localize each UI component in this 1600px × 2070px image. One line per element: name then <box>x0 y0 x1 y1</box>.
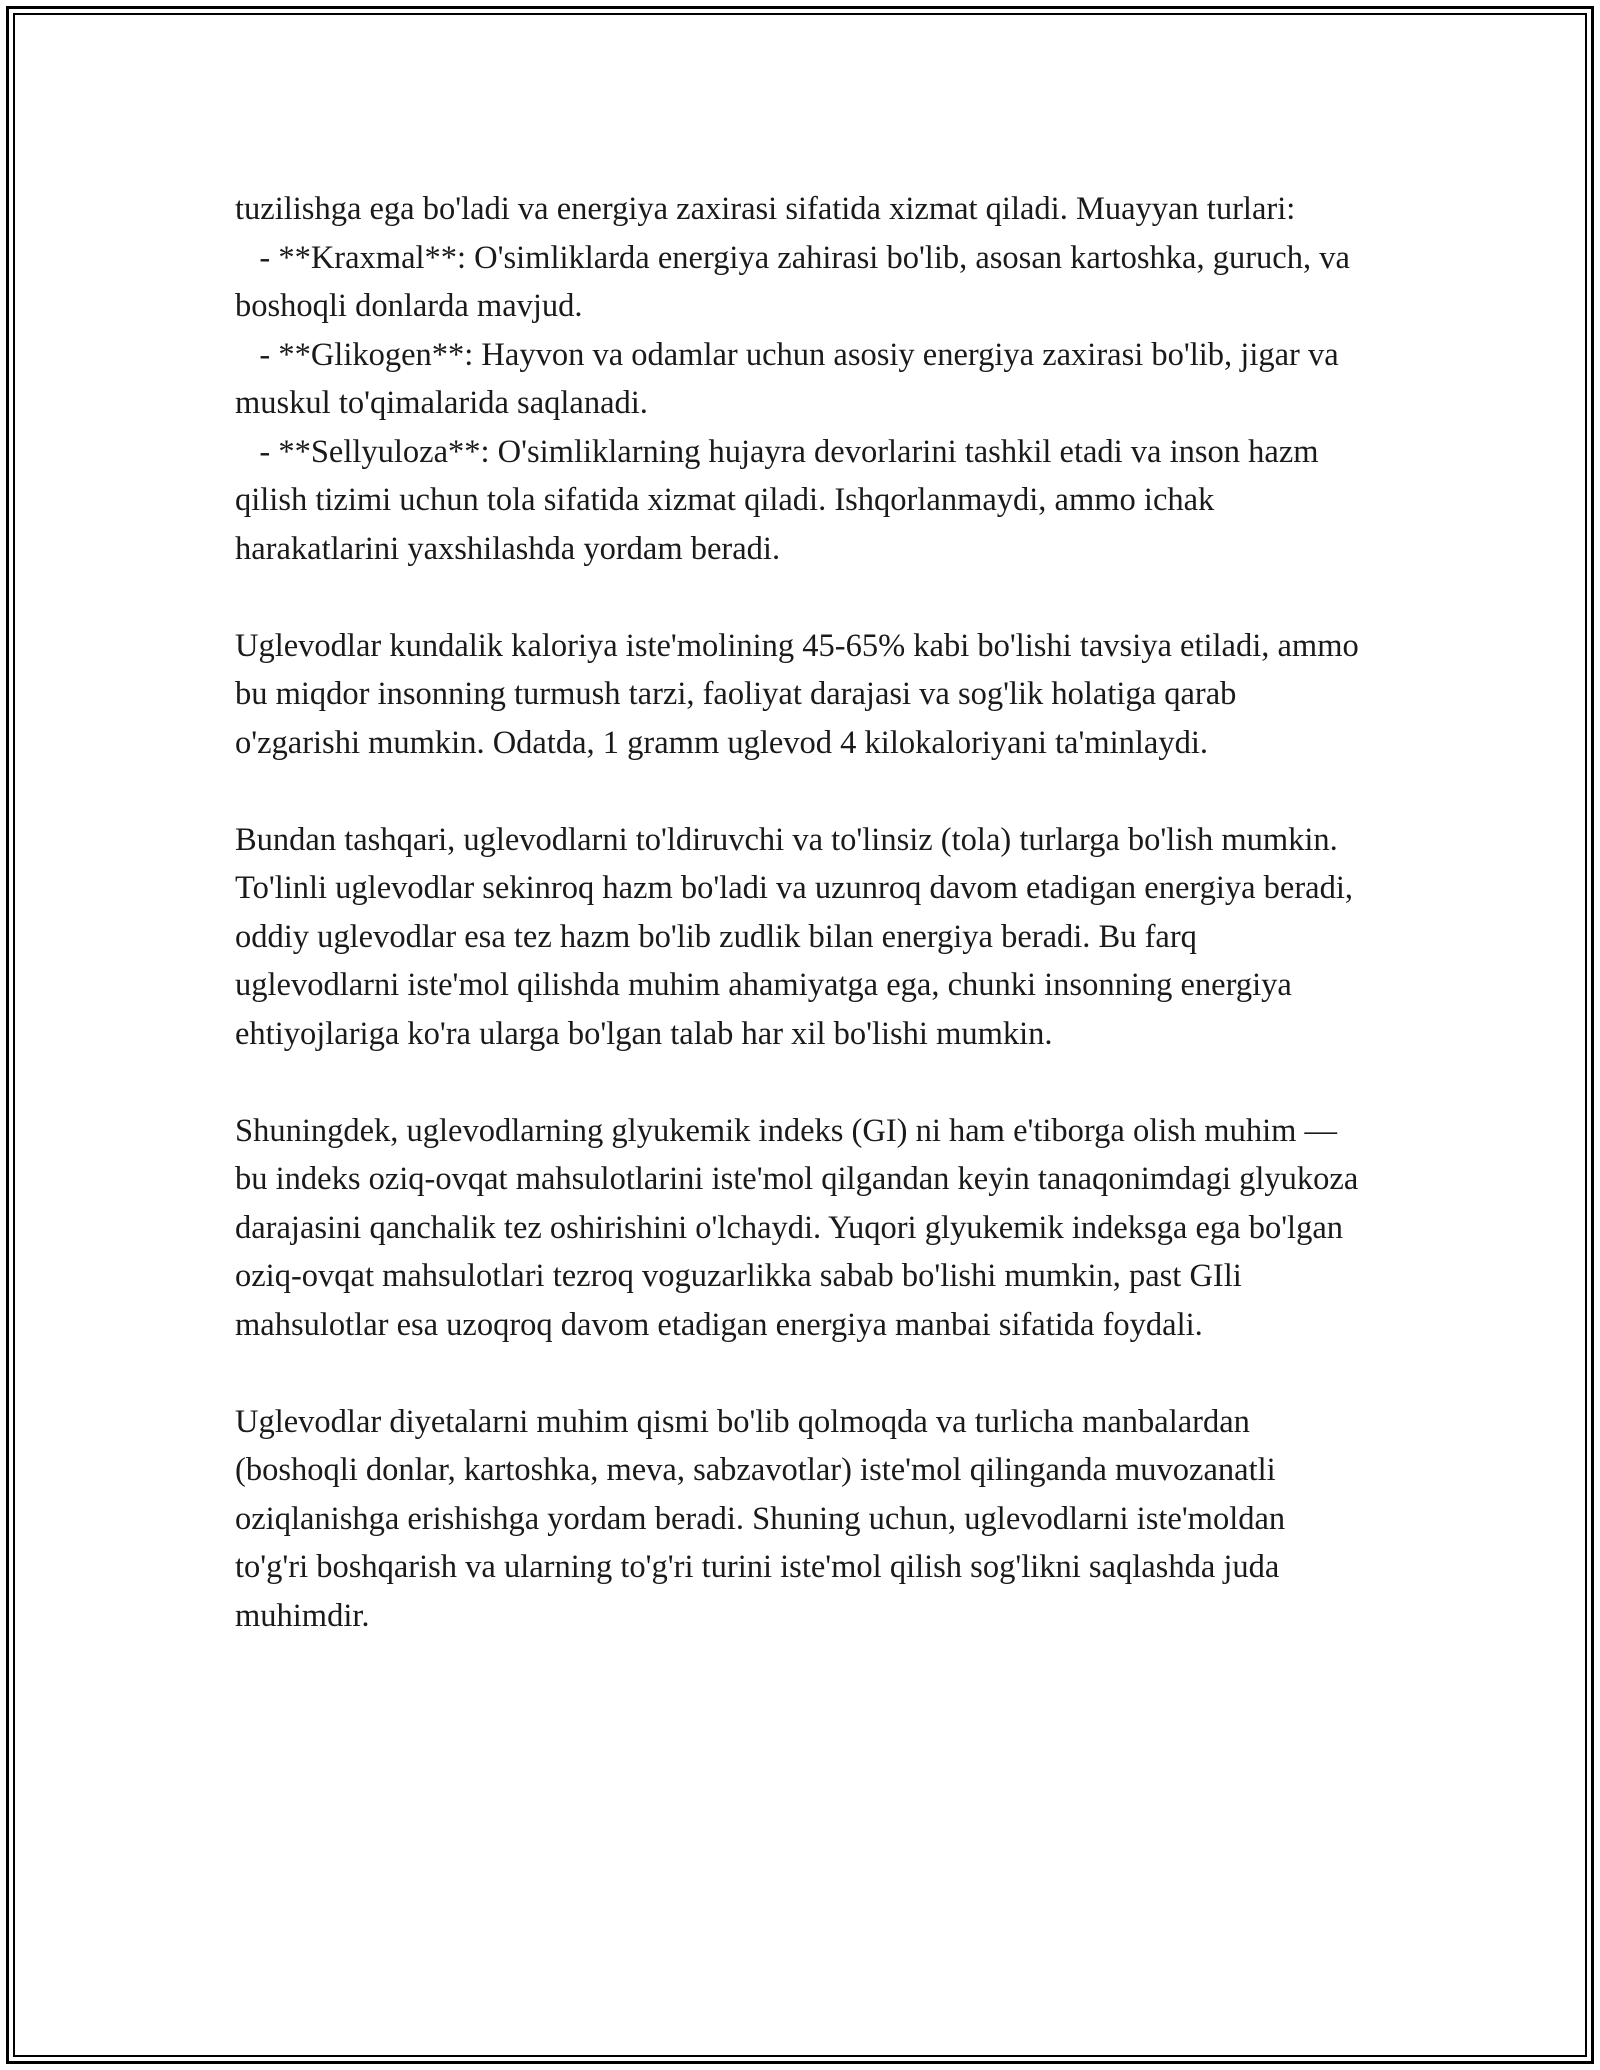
polysaccharide-list <box>235 234 1365 574</box>
list-item-text: - **Glikogen**: Hayvon va odamlar uchun asosiy energiya zaxirasi bo'lib, jigar va muskul to'qimalarida saqlanadi. <box>235 336 1347 421</box>
list-item-kraxmal <box>235 234 1365 331</box>
intro-paragraph: tuzilishga ega bo'ladi va energiya zaxirasi sifatida xizmat qiladi. Muayyan turlari: <box>235 191 1296 227</box>
paragraph-fiber: Bundan tashqari, uglevodlarni to'ldiruvchi va to'linsiz (tola) turlarga bo'lish mumkin. To'linli uglevodlar sekinroq hazm bo'ladi va uzunroq davom etadigan energiya beradi, oddiy uglevodlar esa tez hazm bo'lib zudlik bilan energiya beradi. Bu farq uglevodlarni iste'mol qilishda muhim ahamiyatga ega, chunki insonning energiya ehtiyojlariga ko'ra ularga bo'lgan talab har xil bo'lishi mumkin. <box>235 821 1354 1052</box>
paragraph-calories: Uglevodlar kundalik kaloriya iste'molining 45-65% kabi bo'lishi tavsiya etiladi, ammo bu miqdor insonning turmush tarzi, faoliyat darajasi va sog'lik holatiga qarab o'zgarishi mumkin. Odatda, 1 gramm uglevod 4 kilokaloriyani ta'minlaydi. <box>235 627 1359 761</box>
list-item-text: - **Sellyuloza**: O'simliklarning hujayra devorlarini tashkil etadi va inson hazm qilish tizimi uchun tola sifatida xizmat qiladi. Ishqorlanmaydi, ammo ichak harakatlarini yaxshilashda yordam beradi. <box>235 433 1327 567</box>
paragraph-glycemic-index: Shuningdek, uglevodlarning glyukemik indeks (GI) ni ham e'tiborga olish muhim — bu indeks oziq-ovqat mahsulotlarini iste'mol qilgandan keyin tanaqonimdagi glyukoza darajasini qanchalik tez oshirishini o'lchaydi. Yuqori glyukemik indeksga ega bo'lgan oziq-ovqat mahsulotlari tezroq voguzarlikka sabab bo'lishi mumkin, past GIli mahsulotlar esa uzoqroq davom etadigan energiya manbai sifatida foydali. <box>235 1112 1359 1343</box>
list-item-sellyuloza <box>235 428 1365 574</box>
paragraph-conclusion: Uglevodlar diyetalarni muhim qismi bo'lib qolmoqda va turlicha manbalardan (boshoqli donlar, kartoshka, meva, sabzavotlar) iste'mol qilinganda muvozanatli oziqlanishga erishishga yordam beradi. Shuning uchun, uglevodlarni iste'moldan to'g'ri boshqarish va ularning to'g'ri turini iste'mol qilish sog'likni saqlashda juda muhimdir. <box>235 1403 1286 1634</box>
list-item-glikogen <box>235 331 1365 428</box>
list-item-text: - **Kraxmal**: O'simliklarda energiya zahirasi bo'lib, asosan kartoshka, guruch, va boshoqli donlarda mavjud. <box>235 239 1359 324</box>
document-body <box>235 185 1365 1689</box>
